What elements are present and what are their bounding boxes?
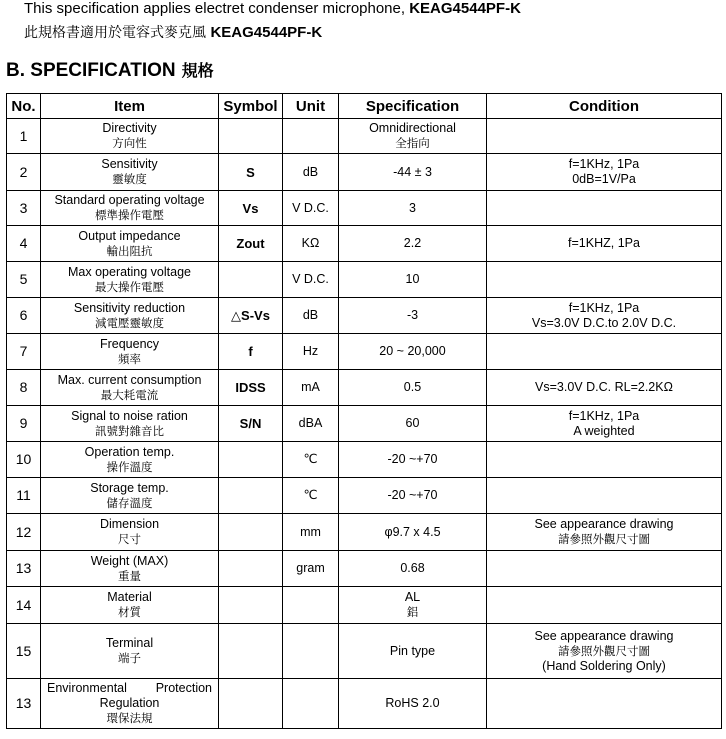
item-cell [41, 514, 219, 551]
condition-line: f=1KHZ, 1Pa [568, 236, 640, 250]
item-label-en: Max operating voltage [68, 264, 191, 279]
symbol-cell: Vs [219, 191, 283, 226]
row-number: 7 [7, 334, 41, 370]
table-row [7, 298, 722, 334]
table-row [7, 119, 722, 154]
section-title [6, 58, 214, 82]
table-row [7, 370, 722, 406]
item-label-zh: 儲存溫度 [106, 495, 153, 510]
symbol-cell: S [219, 154, 283, 191]
symbol-cell: Zout [219, 226, 283, 262]
item-label-zh: 最大操作電壓 [95, 279, 164, 294]
item-label-zh: 標準操作電壓 [95, 208, 164, 222]
specification-value: 60 [405, 416, 420, 430]
specification-cell [339, 334, 487, 370]
symbol-cell: △S-Vs [219, 298, 283, 334]
row-number: 6 [7, 298, 41, 334]
header-symbol: Symbol [219, 94, 283, 119]
section-title-en: B. SPECIFICATION [6, 60, 176, 81]
specification-cell [339, 119, 487, 154]
symbol-cell [219, 587, 283, 624]
condition-line: f=1KHz, 1Pa [568, 300, 640, 315]
item-cell [41, 587, 219, 624]
specification-cell [339, 679, 487, 729]
specification-value: Pin type [389, 643, 436, 658]
symbol-main: IDSS [235, 380, 266, 395]
header-specification: Specification [339, 94, 487, 119]
item-label-en: Max. current consumption [57, 372, 202, 387]
condition-line: A weighted [573, 423, 635, 438]
condition-cell [487, 587, 722, 624]
item-label-zh: 環保法規 [106, 711, 153, 725]
unit-cell: V D.C. [283, 191, 339, 226]
condition-line: Vs=3.0V D.C. RL=2.2KΩ [535, 380, 673, 394]
specification-cell [339, 587, 487, 624]
item-label-en: Dimension [99, 517, 160, 531]
table-row [7, 442, 722, 478]
intro-text: This specification applies electret condenser microphone, [24, 0, 410, 17]
table-row [7, 406, 722, 442]
unit-cell [283, 587, 339, 624]
item-label-en: Material [107, 590, 152, 604]
specification-value: 3 [409, 200, 416, 215]
item-label-zh: 靈敏度 [112, 172, 147, 186]
specification-cell [339, 551, 487, 587]
item-label-en: Sensitivity [101, 157, 158, 171]
table-row [7, 262, 722, 298]
specification-value: -44 ± 3 [393, 164, 432, 179]
specification-value: 0.68 [400, 561, 425, 575]
unit-cell: dBA [283, 406, 339, 442]
symbol-cell [219, 679, 283, 729]
section-title-zh: 規格 [181, 63, 214, 80]
specification-value: RoHS 2.0 [385, 696, 440, 710]
item-cell [41, 370, 219, 406]
unit-cell: ℃ [283, 442, 339, 478]
specification-cell [339, 514, 487, 551]
unit-cell: gram [283, 551, 339, 587]
table-row [7, 551, 722, 587]
item-label-zh: 方向性 [112, 136, 147, 150]
condition-cell [487, 406, 722, 442]
table-row [7, 226, 722, 262]
specification-cell [339, 370, 487, 406]
item-cell [41, 226, 219, 262]
item-label-en: Environmental Protection [47, 681, 212, 695]
specification-cell [339, 478, 487, 514]
row-number: 5 [7, 262, 41, 298]
intro-model-zh: KEAG4544PF-K [210, 24, 323, 41]
item-cell [41, 262, 219, 298]
intro-line-english [24, 0, 521, 17]
symbol-cell [219, 442, 283, 478]
specification-value: 10 [405, 272, 420, 286]
unit-cell [283, 679, 339, 729]
specification-value-zh: 全指向 [395, 136, 430, 150]
item-label-en: Operation temp. [84, 444, 175, 459]
condition-cell [487, 119, 722, 154]
item-label-en: Terminal [105, 636, 154, 650]
item-label-zh: 端子 [118, 651, 141, 665]
specification-cell [339, 226, 487, 262]
condition-cell [487, 624, 722, 679]
unit-cell: V D.C. [283, 262, 339, 298]
specification-cell [339, 262, 487, 298]
unit-cell: mA [283, 370, 339, 406]
header-unit: Unit [283, 94, 339, 119]
specification-cell [339, 406, 487, 442]
specification-value: -20 ~+70 [387, 488, 438, 502]
header-item: Item [41, 94, 219, 119]
item-cell [41, 191, 219, 226]
item-cell [41, 624, 219, 679]
item-label-zh: 輸出阻抗 [106, 243, 153, 258]
unit-cell [283, 624, 339, 679]
unit-cell: mm [283, 514, 339, 551]
item-cell [41, 298, 219, 334]
condition-cell [487, 442, 722, 478]
row-number: 12 [7, 514, 41, 551]
intro-line-chinese [24, 22, 322, 42]
symbol-cell [219, 514, 283, 551]
item-label-en: Sensitivity reduction [73, 300, 186, 315]
item-cell [41, 679, 219, 729]
row-number: 15 [7, 624, 41, 679]
specification-value: -3 [406, 308, 419, 322]
specification-value: -20 ~+70 [387, 452, 438, 466]
specification-value: 0.5 [403, 380, 422, 394]
condition-line: 0dB=1V/Pa [572, 172, 636, 186]
item-cell [41, 406, 219, 442]
item-label-zh: 訊號對雜音比 [95, 423, 164, 438]
condition-line: f=1KHz, 1Pa [568, 157, 640, 171]
row-number: 14 [7, 587, 41, 624]
symbol-cell: S/N [219, 406, 283, 442]
item-cell [41, 442, 219, 478]
item-label-en: Storage temp. [90, 480, 169, 495]
table-row [7, 679, 722, 729]
item-label-zh: 最大耗電流 [100, 387, 159, 402]
item-label-zh: 材質 [118, 605, 141, 619]
row-number: 9 [7, 406, 41, 442]
row-number: 10 [7, 442, 41, 478]
item-cell [41, 334, 219, 370]
symbol-cell [219, 262, 283, 298]
symbol-cell: f [219, 334, 283, 370]
unit-cell [283, 119, 339, 154]
item-label-en: Weight (MAX) [90, 553, 169, 568]
row-number: 13 [7, 551, 41, 587]
condition-line: Vs=3.0V D.C.to 2.0V D.C. [531, 315, 677, 330]
header-condition: Condition [487, 94, 722, 119]
intro-model: KEAG4544PF-K [409, 0, 521, 17]
condition-cell [487, 679, 722, 729]
item-cell [41, 154, 219, 191]
specification-value: AL [404, 590, 421, 604]
row-number: 2 [7, 154, 41, 191]
condition-cell [487, 478, 722, 514]
row-number: 11 [7, 478, 41, 514]
row-number: 1 [7, 119, 41, 154]
table-row [7, 154, 722, 191]
unit-cell: KΩ [283, 226, 339, 262]
condition-line: (Hand Soldering Only) [542, 658, 666, 673]
condition-cell [487, 226, 722, 262]
unit-cell: ℃ [283, 478, 339, 514]
table-row [7, 587, 722, 624]
item-cell [41, 119, 219, 154]
row-number: 3 [7, 191, 41, 226]
table-row [7, 191, 722, 226]
table-row [7, 478, 722, 514]
header-no: No. [7, 94, 41, 119]
item-cell [41, 478, 219, 514]
item-label-en: Frequency [99, 336, 160, 351]
row-number: 13 [7, 679, 41, 729]
condition-cell [487, 298, 722, 334]
specification-cell [339, 442, 487, 478]
condition-cell [487, 191, 722, 226]
table-row [7, 624, 722, 679]
item-label-en: Directivity [102, 121, 157, 135]
table-row [7, 514, 722, 551]
item-label-en: Signal to noise ration [71, 408, 188, 423]
symbol-cell [219, 624, 283, 679]
condition-line: See appearance drawing [534, 517, 674, 531]
condition-line: 請參照外觀尺寸圖 [558, 643, 650, 658]
item-label-en-line2: Regulation [99, 696, 160, 710]
condition-cell [487, 154, 722, 191]
unit-cell: dB [283, 154, 339, 191]
symbol-cell [219, 478, 283, 514]
item-label-zh: 減電壓靈敏度 [95, 315, 164, 330]
condition-line: f=1KHz, 1Pa [568, 408, 640, 423]
condition-cell [487, 514, 722, 551]
condition-cell [487, 551, 722, 587]
unit-cell: Hz [283, 334, 339, 370]
item-label-zh: 重量 [118, 568, 141, 583]
item-label-en: Standard operating voltage [54, 193, 205, 207]
symbol-cell [219, 551, 283, 587]
specification-value-zh: 鋁 [406, 605, 419, 619]
row-number: 4 [7, 226, 41, 262]
symbol-cell [219, 119, 283, 154]
condition-line: See appearance drawing [534, 628, 674, 643]
condition-cell [487, 334, 722, 370]
symbol-cell [219, 370, 283, 406]
item-cell [41, 551, 219, 587]
item-label-zh: 頻率 [118, 351, 141, 366]
intro-text-zh: 此規格書適用於電容式麥克風 [24, 25, 211, 41]
item-label-zh: 尺寸 [118, 532, 141, 546]
specification-cell [339, 298, 487, 334]
specification-cell [339, 191, 487, 226]
row-number: 8 [7, 370, 41, 406]
unit-cell: dB [283, 298, 339, 334]
specification-cell [339, 624, 487, 679]
item-label-zh: 操作溫度 [106, 459, 153, 474]
table-row [7, 334, 722, 370]
specification-value: 2.2 [403, 236, 422, 250]
condition-cell [487, 262, 722, 298]
specification-value: Omnidirectional [369, 121, 456, 135]
item-label-en: Output impedance [78, 228, 181, 243]
specification-table [6, 93, 722, 729]
table-header-row [7, 94, 722, 119]
condition-line: 請參照外觀尺寸圖 [558, 532, 650, 546]
specification-cell [339, 154, 487, 191]
condition-cell [487, 370, 722, 406]
specification-value: 20 ~ 20,000 [379, 344, 446, 358]
specification-value: φ9.7 x 4.5 [384, 524, 441, 539]
